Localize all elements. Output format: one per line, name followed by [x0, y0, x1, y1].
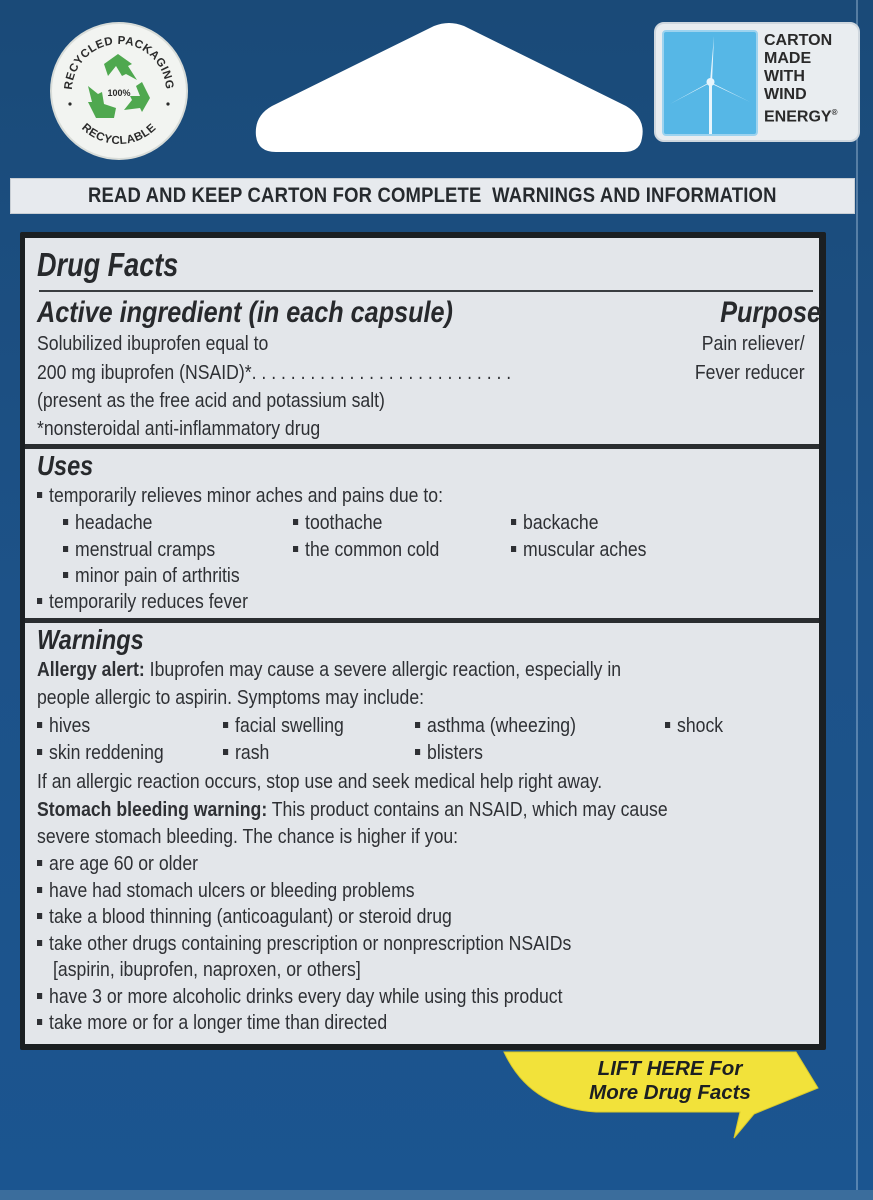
svg-text:RECYCLED PACKAGING: RECYCLED PACKAGING	[62, 34, 176, 91]
svg-text:RECYCLABLE: RECYCLABLE	[79, 121, 159, 148]
symptom-item: hives	[37, 714, 90, 738]
drug-facts-content	[25, 238, 819, 1044]
uses-sub-item: headache	[63, 511, 152, 535]
stomach-risk-item: take more or for a longer time than directed	[37, 1011, 387, 1035]
wind-energy-text: CARTON MADE WITH WIND ENERGY®	[764, 32, 838, 126]
symptom-item: asthma (wheezing)	[415, 714, 576, 738]
bullet-icon	[223, 722, 228, 728]
recycle-percent: 100%	[107, 88, 131, 98]
stomach-risk-item: take other drugs containing prescription or nonprescription NSAIDs	[37, 932, 571, 956]
symptom-item: shock	[665, 714, 723, 738]
bullet-icon	[415, 749, 420, 755]
title-divider	[39, 290, 813, 292]
bullet-icon	[293, 519, 298, 525]
section-divider	[25, 444, 819, 449]
bullet-icon	[37, 887, 42, 893]
recycle-icon	[52, 24, 186, 158]
bullet-icon	[37, 598, 42, 604]
drug-facts-panel	[20, 232, 826, 1050]
drug-facts-title: Drug Facts	[37, 246, 179, 283]
uses-sub-item: backache	[511, 511, 599, 535]
active-ingredient-line: 200 mg ibuprofen (NSAID)*. . . . . . . . . . . . . . . . . . . . . . . . . . .	[37, 361, 512, 384]
wind-turbine-icon	[662, 30, 758, 136]
allergy-alert-line: people allergic to aspirin. Symptoms may include:	[37, 686, 425, 709]
bullet-icon	[511, 519, 516, 525]
active-ingredient-heading: Active ingredient (in each capsule)	[37, 296, 453, 329]
symptom-item: facial swelling	[223, 714, 344, 738]
stomach-risk-item-continuation: [aspirin, ibuprofen, naproxen, or others]	[53, 958, 361, 981]
wind-energy-badge	[654, 22, 860, 142]
uses-item: temporarily reduces fever	[37, 590, 248, 614]
active-ingredient-line: *nonsteroidal anti-inflammatory drug	[37, 417, 321, 440]
uses-sub-item: menstrual cramps	[63, 538, 215, 562]
carton-fold-edge	[856, 0, 858, 1200]
allergy-alert-line: Allergy alert: Ibuprofen may cause a severe allergic reaction, especially in	[37, 658, 622, 681]
bullet-icon	[37, 722, 42, 728]
section-divider	[25, 618, 819, 623]
uses-item: temporarily relieves minor aches and pains due to:	[37, 484, 443, 508]
uses-heading: Uses	[37, 450, 94, 481]
purpose-heading: Purpose	[720, 296, 821, 329]
uses-sub-item: the common cold	[293, 538, 439, 562]
bullet-icon	[37, 492, 42, 498]
stomach-risk-item: are age 60 or older	[37, 852, 198, 876]
purpose-line: Fever reducer	[695, 361, 805, 384]
stomach-warning-line: severe stomach bleeding. The chance is higher if you:	[37, 825, 459, 848]
uses-sub-item: muscular aches	[511, 538, 647, 562]
active-ingredient-line: Solubilized ibuprofen equal to	[37, 332, 269, 355]
active-ingredient-line: (present as the free acid and potassium salt)	[37, 389, 385, 412]
bullet-icon	[37, 913, 42, 919]
warnings-heading: Warnings	[37, 624, 144, 655]
bullet-icon	[415, 722, 420, 728]
hang-hole-cutout	[254, 22, 644, 154]
bullet-icon	[63, 519, 68, 525]
purpose-line: Pain reliever/	[702, 332, 805, 355]
bullet-icon	[37, 860, 42, 866]
allergy-action-text: If an allergic reaction occurs, stop use and seek medical help right away.	[37, 770, 603, 793]
symptom-item: skin reddening	[37, 741, 164, 765]
stomach-risk-item: have had stomach ulcers or bleeding problems	[37, 879, 415, 903]
bullet-icon	[37, 1019, 42, 1025]
bullet-icon	[37, 993, 42, 999]
bullet-icon	[665, 722, 670, 728]
stomach-warning-line: Stomach bleeding warning: This product contains an NSAID, which may cause	[37, 798, 668, 821]
read-and-keep-banner	[10, 178, 855, 214]
stomach-risk-item: take a blood thinning (anticoagulant) or steroid drug	[37, 905, 452, 929]
bullet-icon	[223, 749, 228, 755]
stomach-risk-item: have 3 or more alcoholic drinks every day while using this product	[37, 985, 563, 1009]
uses-sub-item: minor pain of arthritis	[63, 564, 240, 588]
bullet-icon	[63, 572, 68, 578]
bullet-icon	[511, 546, 516, 552]
banner-text: READ AND KEEP CARTON FOR COMPLETE WARNINGS AND INFORMATION	[88, 184, 777, 207]
symptom-item: rash	[223, 741, 269, 765]
carton-bottom-edge	[0, 1190, 873, 1200]
lift-here-text[interactable]: LIFT HERE For More Drug Facts	[589, 1057, 751, 1104]
uses-sub-item: toothache	[293, 511, 382, 535]
bullet-icon	[37, 940, 42, 946]
bullet-icon	[293, 546, 298, 552]
recycled-packaging-badge	[50, 22, 188, 160]
bullet-icon	[37, 749, 42, 755]
bullet-icon	[63, 546, 68, 552]
symptom-item: blisters	[415, 741, 483, 765]
